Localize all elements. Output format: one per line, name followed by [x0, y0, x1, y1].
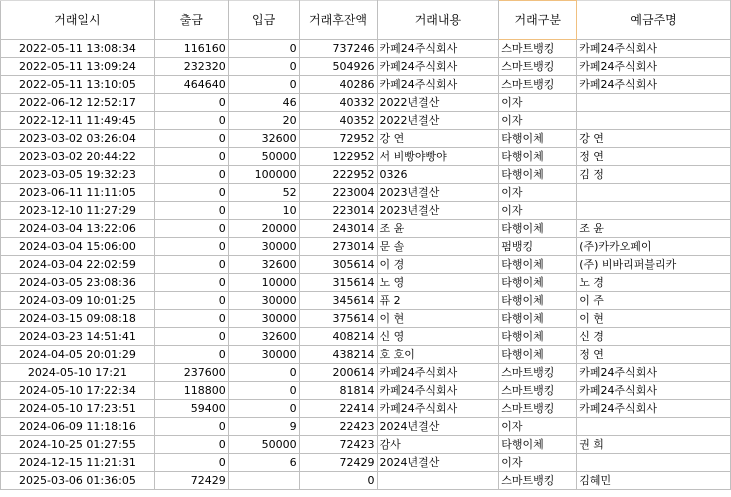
cell-deposit[interactable]: 50000 — [228, 148, 299, 166]
cell-type[interactable]: 스마트뱅킹 — [499, 400, 577, 418]
cell-datetime[interactable]: 2024-03-04 13:22:06 — [1, 220, 155, 238]
cell-holder[interactable]: 권 희 — [577, 436, 731, 454]
cell-description[interactable]: 퓨 2 — [377, 292, 499, 310]
cell-description[interactable]: 조 윤 — [377, 220, 499, 238]
cell-deposit[interactable] — [228, 472, 299, 490]
cell-balance[interactable]: 273014 — [299, 238, 377, 256]
cell-holder[interactable]: 정 연 — [577, 148, 731, 166]
cell-holder[interactable] — [577, 202, 731, 220]
table-row — [1, 418, 731, 436]
cell-deposit[interactable]: 6 — [228, 454, 299, 472]
table-row — [1, 112, 731, 130]
cell-balance[interactable]: 737246 — [299, 40, 377, 58]
cell-type[interactable]: 타행이체 — [499, 328, 577, 346]
cell-description[interactable]: 2024년결산 — [377, 418, 499, 436]
cell-deposit[interactable]: 0 — [228, 382, 299, 400]
cell-withdrawal[interactable]: 237600 — [154, 364, 228, 382]
cell-datetime[interactable]: 2023-06-11 11:11:05 — [1, 184, 155, 202]
cell-datetime[interactable]: 2022-05-11 13:09:24 — [1, 58, 155, 76]
cell-withdrawal[interactable]: 72429 — [154, 472, 228, 490]
cell-holder[interactable]: (주)카카오페이 — [577, 238, 731, 256]
cell-balance[interactable]: 72429 — [299, 454, 377, 472]
table-row — [1, 328, 731, 346]
cell-withdrawal[interactable]: 0 — [154, 418, 228, 436]
cell-type[interactable]: 타행이체 — [499, 256, 577, 274]
cell-deposit[interactable]: 20 — [228, 112, 299, 130]
cell-deposit[interactable]: 46 — [228, 94, 299, 112]
cell-withdrawal[interactable]: 0 — [154, 292, 228, 310]
cell-balance[interactable]: 345614 — [299, 292, 377, 310]
cell-holder[interactable]: 정 연 — [577, 346, 731, 364]
cell-datetime[interactable]: 2022-06-12 12:52:17 — [1, 94, 155, 112]
cell-balance[interactable]: 375614 — [299, 310, 377, 328]
table-row — [1, 238, 731, 256]
cell-holder[interactable]: 카페24주식회사 — [577, 382, 731, 400]
cell-balance[interactable]: 22414 — [299, 400, 377, 418]
table-row — [1, 94, 731, 112]
table-row — [1, 202, 731, 220]
cell-holder[interactable]: 이 주 — [577, 292, 731, 310]
table-row — [1, 310, 731, 328]
cell-datetime[interactable]: 2023-12-10 11:27:29 — [1, 202, 155, 220]
cell-datetime[interactable]: 2024-03-23 14:51:41 — [1, 328, 155, 346]
cell-balance[interactable]: 200614 — [299, 364, 377, 382]
cell-withdrawal[interactable]: 116160 — [154, 40, 228, 58]
table-row — [1, 184, 731, 202]
cell-withdrawal[interactable]: 0 — [154, 220, 228, 238]
cell-holder[interactable] — [577, 418, 731, 436]
cell-withdrawal[interactable]: 118800 — [154, 382, 228, 400]
cell-description[interactable]: 2024년결산 — [377, 454, 499, 472]
cell-type[interactable]: 이자 — [499, 202, 577, 220]
cell-holder[interactable]: 카페24주식회사 — [577, 58, 731, 76]
cell-withdrawal[interactable]: 0 — [154, 310, 228, 328]
cell-deposit[interactable]: 30000 — [228, 346, 299, 364]
table-row — [1, 148, 731, 166]
cell-withdrawal[interactable]: 0 — [154, 148, 228, 166]
cell-datetime[interactable]: 2023-03-02 03:26:04 — [1, 130, 155, 148]
cell-withdrawal[interactable]: 464640 — [154, 76, 228, 94]
cell-balance[interactable]: 40286 — [299, 76, 377, 94]
cell-description[interactable]: 노 영 — [377, 274, 499, 292]
cell-type[interactable]: 타행이체 — [499, 274, 577, 292]
table-row — [1, 40, 731, 58]
cell-type[interactable]: 이자 — [499, 94, 577, 112]
cell-balance[interactable]: 0 — [299, 472, 377, 490]
cell-description[interactable]: 카페24주식회사 — [377, 58, 499, 76]
cell-datetime[interactable]: 2022-05-11 13:10:05 — [1, 76, 155, 94]
cell-deposit[interactable]: 52 — [228, 184, 299, 202]
cell-balance[interactable]: 222952 — [299, 166, 377, 184]
cell-balance[interactable]: 305614 — [299, 256, 377, 274]
cell-type[interactable]: 스마트뱅킹 — [499, 472, 577, 490]
cell-description[interactable]: 2022년결산 — [377, 94, 499, 112]
cell-datetime[interactable]: 2024-03-04 22:02:59 — [1, 256, 155, 274]
cell-datetime[interactable]: 2024-03-15 09:08:18 — [1, 310, 155, 328]
cell-holder[interactable]: 김혜민 — [577, 472, 731, 490]
cell-balance[interactable]: 72423 — [299, 436, 377, 454]
cell-deposit[interactable]: 9 — [228, 418, 299, 436]
cell-type[interactable]: 이자 — [499, 418, 577, 436]
cell-description[interactable]: 2023년결산 — [377, 202, 499, 220]
cell-deposit[interactable]: 0 — [228, 400, 299, 418]
table-row — [1, 274, 731, 292]
cell-description[interactable]: 문 솔 — [377, 238, 499, 256]
table-row — [1, 454, 731, 472]
cell-deposit[interactable]: 30000 — [228, 310, 299, 328]
cell-holder[interactable] — [577, 112, 731, 130]
cell-deposit[interactable]: 30000 — [228, 292, 299, 310]
cell-balance[interactable]: 72952 — [299, 130, 377, 148]
cell-type[interactable]: 스마트뱅킹 — [499, 40, 577, 58]
cell-type[interactable]: 타행이체 — [499, 310, 577, 328]
cell-datetime[interactable]: 2023-03-02 20:44:22 — [1, 148, 155, 166]
cell-type[interactable]: 타행이체 — [499, 148, 577, 166]
cell-deposit[interactable]: 0 — [228, 364, 299, 382]
cell-type[interactable]: 타행이체 — [499, 130, 577, 148]
header-deposit[interactable]: 입금 — [228, 1, 299, 40]
cell-description[interactable]: 강 연 — [377, 130, 499, 148]
cell-description[interactable]: 카페24주식회사 — [377, 400, 499, 418]
cell-holder[interactable]: 강 연 — [577, 130, 731, 148]
header-type[interactable]: 거래구분 — [499, 1, 577, 40]
cell-type[interactable]: 이자 — [499, 454, 577, 472]
cell-description[interactable]: 이 현 — [377, 310, 499, 328]
cell-description[interactable] — [377, 472, 499, 490]
table-row — [1, 472, 731, 490]
cell-holder[interactable]: 카페24주식회사 — [577, 40, 731, 58]
table-row — [1, 130, 731, 148]
cell-description[interactable]: 감사 — [377, 436, 499, 454]
table-row — [1, 220, 731, 238]
cell-type[interactable]: 스마트뱅킹 — [499, 382, 577, 400]
cell-withdrawal[interactable]: 0 — [154, 346, 228, 364]
cell-withdrawal[interactable]: 0 — [154, 238, 228, 256]
cell-holder[interactable]: 카페24주식회사 — [577, 364, 731, 382]
header-datetime[interactable]: 거래일시 — [1, 1, 155, 40]
table-row — [1, 436, 731, 454]
cell-datetime[interactable]: 2024-03-05 23:08:36 — [1, 274, 155, 292]
cell-balance[interactable]: 438214 — [299, 346, 377, 364]
cell-withdrawal[interactable]: 0 — [154, 166, 228, 184]
cell-type[interactable]: 펌뱅킹 — [499, 238, 577, 256]
cell-balance[interactable]: 223004 — [299, 184, 377, 202]
cell-withdrawal[interactable]: 0 — [154, 112, 228, 130]
cell-withdrawal[interactable]: 0 — [154, 202, 228, 220]
cell-holder[interactable]: 카페24주식회사 — [577, 400, 731, 418]
cell-deposit[interactable]: 50000 — [228, 436, 299, 454]
cell-datetime[interactable]: 2024-06-09 11:18:16 — [1, 418, 155, 436]
cell-withdrawal[interactable]: 0 — [154, 130, 228, 148]
cell-description[interactable]: 카페24주식회사 — [377, 382, 499, 400]
cell-withdrawal[interactable]: 232320 — [154, 58, 228, 76]
cell-holder[interactable] — [577, 454, 731, 472]
table-row — [1, 76, 731, 94]
cell-withdrawal[interactable]: 59400 — [154, 400, 228, 418]
header-description[interactable]: 거래내용 — [377, 1, 499, 40]
cell-deposit[interactable]: 32600 — [228, 130, 299, 148]
cell-balance[interactable]: 122952 — [299, 148, 377, 166]
cell-deposit[interactable]: 30000 — [228, 238, 299, 256]
cell-deposit[interactable]: 100000 — [228, 166, 299, 184]
table-body — [1, 40, 731, 490]
cell-description[interactable]: 카페24주식회사 — [377, 76, 499, 94]
cell-description[interactable]: 2022년결산 — [377, 112, 499, 130]
cell-holder[interactable]: 조 윤 — [577, 220, 731, 238]
cell-balance[interactable]: 315614 — [299, 274, 377, 292]
cell-holder[interactable]: 신 경 — [577, 328, 731, 346]
cell-description[interactable]: 신 영 — [377, 328, 499, 346]
cell-type[interactable]: 타행이체 — [499, 220, 577, 238]
cell-datetime[interactable]: 2024-03-09 10:01:25 — [1, 292, 155, 310]
cell-deposit[interactable]: 32600 — [228, 256, 299, 274]
header-withdrawal[interactable]: 출금 — [154, 1, 228, 40]
cell-balance[interactable]: 504926 — [299, 58, 377, 76]
cell-description[interactable]: 서 비빵야빵야 — [377, 148, 499, 166]
cell-type[interactable]: 타행이체 — [499, 292, 577, 310]
header-holder[interactable]: 예금주명 — [577, 1, 731, 40]
header-balance[interactable]: 거래후잔액 — [299, 1, 377, 40]
cell-holder[interactable] — [577, 94, 731, 112]
table-row — [1, 364, 731, 382]
cell-datetime[interactable]: 2022-05-11 13:08:34 — [1, 40, 155, 58]
cell-description[interactable]: 0326 — [377, 166, 499, 184]
cell-datetime[interactable]: 2024-12-15 11:21:31 — [1, 454, 155, 472]
cell-deposit[interactable]: 0 — [228, 58, 299, 76]
cell-holder[interactable]: (주) 비바리퍼블리카 — [577, 256, 731, 274]
cell-balance[interactable]: 40352 — [299, 112, 377, 130]
cell-holder[interactable]: 이 현 — [577, 310, 731, 328]
cell-deposit[interactable]: 0 — [228, 76, 299, 94]
table-row — [1, 166, 731, 184]
cell-type[interactable]: 타행이체 — [499, 436, 577, 454]
cell-balance[interactable]: 40332 — [299, 94, 377, 112]
cell-deposit[interactable]: 0 — [228, 40, 299, 58]
table-row — [1, 400, 731, 418]
cell-datetime[interactable]: 2025-03-06 01:36:05 — [1, 472, 155, 490]
table-row — [1, 256, 731, 274]
cell-datetime[interactable]: 2022-12-11 11:49:45 — [1, 112, 155, 130]
cell-balance[interactable]: 223014 — [299, 202, 377, 220]
table-row — [1, 58, 731, 76]
cell-type[interactable]: 이자 — [499, 112, 577, 130]
cell-balance[interactable]: 408214 — [299, 328, 377, 346]
cell-type[interactable]: 타행이체 — [499, 166, 577, 184]
cell-type[interactable]: 스마트뱅킹 — [499, 364, 577, 382]
cell-withdrawal[interactable]: 0 — [154, 184, 228, 202]
cell-description[interactable]: 2023년결산 — [377, 184, 499, 202]
cell-balance[interactable]: 81814 — [299, 382, 377, 400]
cell-datetime[interactable]: 2023-03-05 19:32:23 — [1, 166, 155, 184]
cell-type[interactable]: 스마트뱅킹 — [499, 58, 577, 76]
cell-description[interactable]: 이 경 — [377, 256, 499, 274]
cell-datetime[interactable]: 2024-05-10 17:23:51 — [1, 400, 155, 418]
cell-deposit[interactable]: 10000 — [228, 274, 299, 292]
cell-deposit[interactable]: 32600 — [228, 328, 299, 346]
cell-balance[interactable]: 22423 — [299, 418, 377, 436]
cell-type[interactable]: 타행이체 — [499, 346, 577, 364]
cell-datetime[interactable]: 2024-04-05 20:01:29 — [1, 346, 155, 364]
cell-datetime[interactable]: 2024-05-10 17:22:34 — [1, 382, 155, 400]
cell-deposit[interactable]: 20000 — [228, 220, 299, 238]
cell-datetime[interactable]: 2024-10-25 01:27:55 — [1, 436, 155, 454]
table-row — [1, 382, 731, 400]
cell-deposit[interactable]: 10 — [228, 202, 299, 220]
cell-withdrawal[interactable]: 0 — [154, 328, 228, 346]
cell-description[interactable]: 카페24주식회사 — [377, 40, 499, 58]
cell-withdrawal[interactable]: 0 — [154, 94, 228, 112]
header-row — [1, 1, 731, 40]
cell-withdrawal[interactable]: 0 — [154, 436, 228, 454]
cell-withdrawal[interactable]: 0 — [154, 256, 228, 274]
cell-type[interactable]: 스마트뱅킹 — [499, 76, 577, 94]
cell-type[interactable]: 이자 — [499, 184, 577, 202]
cell-description[interactable]: 카페24주식회사 — [377, 364, 499, 382]
cell-holder[interactable] — [577, 184, 731, 202]
table-row — [1, 346, 731, 364]
cell-withdrawal[interactable]: 0 — [154, 454, 228, 472]
cell-holder[interactable]: 노 경 — [577, 274, 731, 292]
cell-description[interactable]: 호 호이 — [377, 346, 499, 364]
table-row — [1, 292, 731, 310]
cell-holder[interactable]: 김 정 — [577, 166, 731, 184]
cell-datetime[interactable]: 2024-03-04 15:06:00 — [1, 238, 155, 256]
cell-balance[interactable]: 243014 — [299, 220, 377, 238]
cell-holder[interactable]: 카페24주식회사 — [577, 76, 731, 94]
cell-datetime[interactable]: 2024-05-10 17:21 — [1, 364, 155, 382]
cell-withdrawal[interactable]: 0 — [154, 274, 228, 292]
